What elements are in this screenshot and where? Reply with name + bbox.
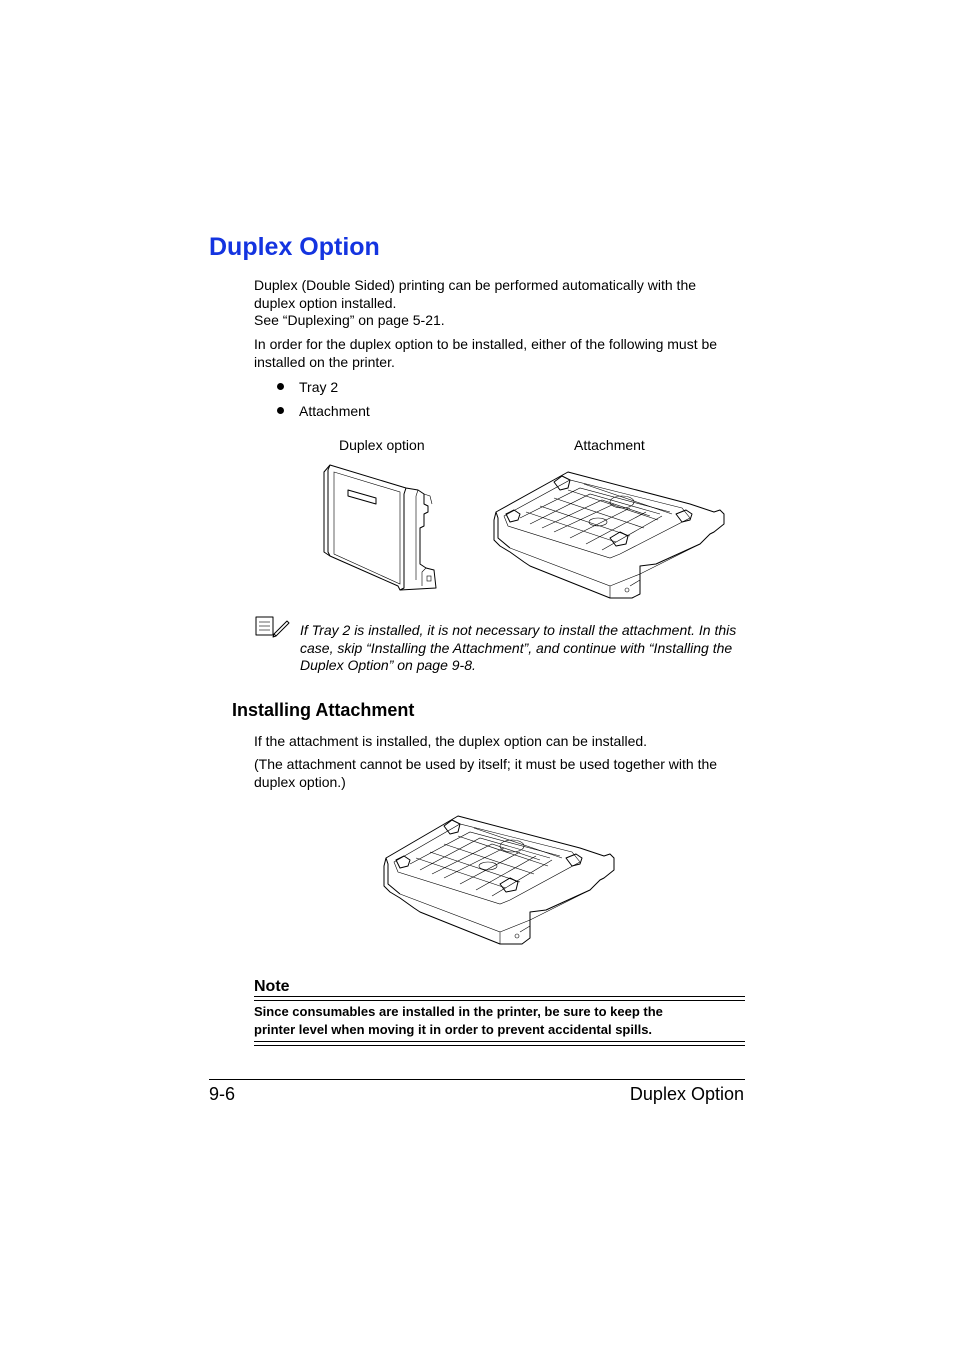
- memo-line-2: case, skip “Installing the Attachment”, and continue with “Installing the: [300, 639, 733, 656]
- figure-caption-attachment: Attachment: [574, 437, 645, 453]
- bullet-item: [277, 403, 370, 419]
- requirement-paragraph: [254, 336, 749, 371]
- note-body: [254, 1003, 745, 1039]
- bullet-dot-icon: [277, 383, 284, 390]
- note-rule-bottom-1: [254, 1041, 745, 1042]
- duplex-option-illustration: [318, 460, 443, 595]
- requirement-line-1: In order for the duplex option to be installed, either of the following must be: [254, 336, 718, 352]
- install-paragraph-1: If the attachment is installed, the duplex option can be installed.: [254, 733, 648, 749]
- figure-caption-duplex-option: Duplex option: [339, 437, 425, 453]
- attachment-illustration: [490, 462, 728, 602]
- note-rule-bottom-2: [254, 1045, 745, 1046]
- footer-section-title: Duplex Option: [629, 1084, 744, 1104]
- footer-divider: [209, 1079, 745, 1080]
- intro-line-3: See “Duplexing” on page 5-21.: [254, 312, 445, 328]
- memo-line-1: If Tray 2 is installed, it is not necessary to install the attachment. In this: [300, 622, 737, 638]
- page-title: Duplex Option: [209, 233, 380, 261]
- memo-note-icon: [254, 614, 290, 638]
- footer-page-number: 9-6: [209, 1084, 236, 1104]
- intro-line-2: duplex option installed.: [254, 294, 397, 311]
- note-rule-top-2: [254, 1000, 745, 1001]
- note-line-2: printer level when moving it in order to prevent accidental spills.: [254, 1022, 653, 1037]
- bullet-item: [277, 379, 338, 395]
- note-title: Note: [254, 978, 290, 995]
- intro-line-1: Duplex (Double Sided) printing can be performed automatically with the: [254, 277, 697, 293]
- attachment-illustration-2: [380, 810, 618, 948]
- memo-text: [300, 622, 750, 675]
- bullet-label: Tray 2: [299, 379, 339, 395]
- install-paragraph-2-line-1: (The attachment cannot be used by itself; it must be used together with the: [254, 756, 718, 772]
- subsection-title: Installing Attachment: [232, 700, 415, 720]
- install-paragraph-2: [254, 756, 749, 791]
- install-paragraph-2-line-2: duplex option.): [254, 773, 346, 790]
- note-rule-top-1: [254, 996, 745, 997]
- memo-line-3: Duplex Option” on page 9-8.: [300, 657, 476, 673]
- bullet-dot-icon: [277, 407, 284, 414]
- intro-paragraph: [254, 277, 749, 330]
- note-line-1: Since consumables are installed in the printer, be sure to keep the: [254, 1004, 663, 1019]
- bullet-label: Attachment: [299, 403, 370, 419]
- requirement-line-2: installed on the printer.: [254, 353, 395, 370]
